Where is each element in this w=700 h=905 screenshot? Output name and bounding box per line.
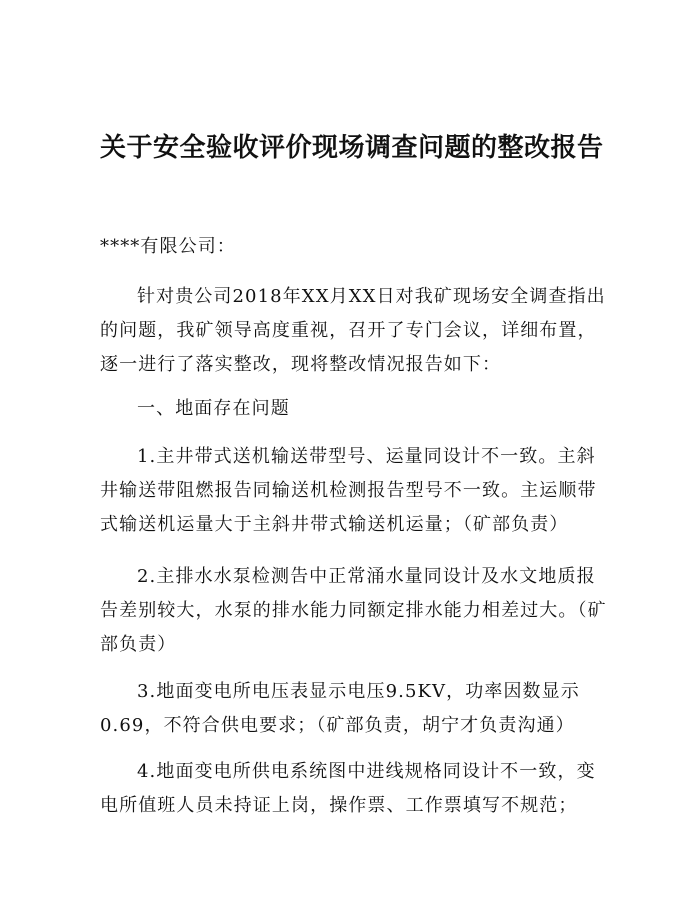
- document-title: 关于安全验收评价现场调查问题的整改报告: [100, 133, 604, 163]
- issue-item-2: 2.主排水水泵检测告中正常涌水量同设计及水文地质报告差别较大，水泵的排水能力同额定排水能力相差过大。（矿部负责）: [100, 566, 607, 655]
- issue-item-1: 1.主井带式送机输送带型号、运量同设计不一致。主斜井输送带阻燃报告同输送机检测报告型号不一致。主运顺带式输送机运量大于主斜井带式输送机运量；（矿部负责）: [100, 446, 597, 535]
- issue-item-4: 4.地面变电所供电系统图中进线规格同设计不一致，变电所值班人员未持证上岗，操作票、工作票填写不规范；: [100, 761, 596, 816]
- intro-paragraph: 针对贵公司2018年XX月XX日对我矿现场安全调查指出的问题，我矿领导高度重视，召开了专门会议，详细布置，逐一进行了落实整改，现将整改情况报告如下：: [100, 286, 606, 375]
- section-heading: 一、地面存在问题: [137, 398, 290, 419]
- salutation: ****有限公司：: [100, 236, 236, 257]
- issue-item-3: 3.地面变电所电压表显示电压9.5KV，功率因数显示0.69，不符合供电要求；（矿部负责，胡宁才负责沟通）: [100, 681, 580, 736]
